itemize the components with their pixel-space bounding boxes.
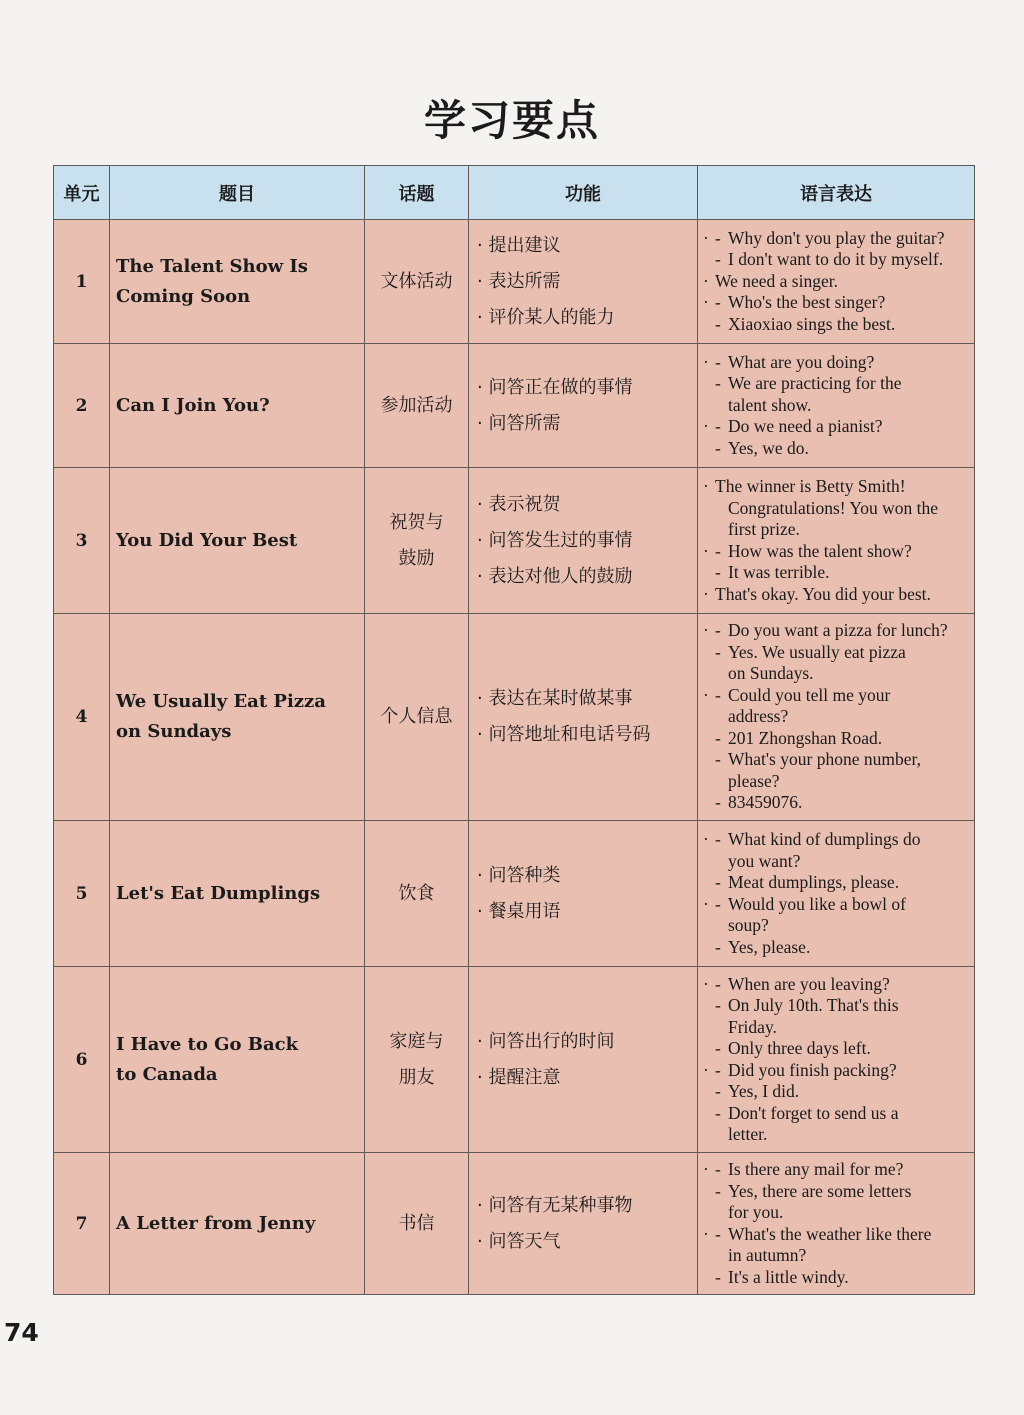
dash-marker: - [715, 1159, 721, 1179]
unit-title-line: Let's Eat Dumplings [116, 882, 321, 904]
unit-number: 1 [54, 220, 110, 344]
unit-title [110, 1153, 365, 1295]
language-line [701, 937, 971, 959]
unit-title-line: The Talent Show Is [116, 255, 308, 277]
language-text: address? [728, 706, 789, 727]
dash-marker: - [715, 749, 721, 770]
language-text: Is there any mail for me? [728, 1159, 904, 1179]
unit-title-line: I Have to Go Back [116, 1033, 299, 1055]
header-title: 题目 [110, 166, 365, 220]
language-line [701, 228, 971, 250]
language-text: It was terrible. [728, 562, 830, 582]
language-line [701, 620, 971, 642]
bullet-marker: · [703, 292, 709, 313]
language-line [701, 851, 971, 873]
language-text: Yes. We usually eat pizza [728, 641, 906, 662]
language-line [701, 995, 971, 1017]
language-text: first prize. [728, 519, 800, 539]
language-text: Who's the best singer? [728, 292, 886, 313]
dash-marker: - [715, 1180, 721, 1201]
dash-marker: - [715, 227, 721, 248]
dash-marker: - [715, 313, 721, 334]
function-item: · 表达对他人的鼓励 [477, 559, 697, 595]
bullet-marker: · [703, 973, 709, 994]
header-row [54, 166, 975, 220]
language-text: On July 10th. That's this [728, 995, 899, 1015]
language-line [701, 685, 971, 707]
function-item: · 提出建议 [477, 228, 697, 264]
topic-line: 朋友 [398, 1066, 435, 1088]
unit-title-line: Coming Soon [116, 285, 251, 307]
functions [469, 468, 698, 614]
language-line [701, 1124, 971, 1146]
functions [469, 1153, 698, 1295]
dash-marker: - [715, 829, 721, 849]
language-line [701, 541, 971, 563]
unit-number: 6 [54, 967, 110, 1153]
unit-title-line: Can I Join You? [116, 394, 270, 416]
unit-title-line: A Letter from Jenny [116, 1212, 316, 1234]
function-item: · 问答种类 [477, 858, 697, 894]
language-line [701, 642, 971, 664]
bullet-marker: · [703, 684, 709, 705]
language-line [701, 829, 971, 851]
language-text: Xiaoxiao sings the best. [728, 313, 896, 334]
bullet-marker: · [703, 227, 709, 248]
language-line [701, 1159, 971, 1181]
topic-line: 祝贺与 [389, 511, 444, 533]
language-text: It's a little windy. [728, 1266, 849, 1287]
language-line [701, 249, 971, 271]
functions [469, 614, 698, 821]
language-line [701, 771, 971, 793]
topic-line: 文体活动 [380, 270, 453, 292]
language-line [701, 476, 971, 498]
bullet-marker: · [703, 583, 709, 604]
language-text: Yes, there are some letters [728, 1180, 912, 1201]
unit-title [110, 614, 365, 821]
function-item: · 问答发生过的事情 [477, 523, 697, 559]
table-row [54, 967, 975, 1153]
functions [469, 344, 698, 468]
function-item: · 表示祝贺 [477, 487, 697, 523]
language-expressions [698, 1153, 975, 1295]
language-text: letter. [728, 1124, 768, 1144]
language-text: Do we need a pianist? [728, 416, 883, 437]
dash-marker: - [715, 641, 721, 662]
topic [365, 344, 469, 468]
language-expressions [698, 220, 975, 344]
language-line [701, 395, 971, 417]
dash-marker: - [715, 562, 721, 582]
dash-marker: - [715, 1102, 721, 1123]
bullet-marker: · [703, 540, 709, 561]
language-text: What kind of dumplings do [728, 829, 921, 849]
language-line [701, 1081, 971, 1103]
language-expressions [698, 821, 975, 967]
language-text: please? [728, 770, 780, 791]
dash-marker: - [715, 872, 721, 892]
dash-marker: - [715, 1081, 721, 1101]
dash-marker: - [715, 727, 721, 748]
unit-number: 3 [54, 468, 110, 614]
language-text: Don't forget to send us a [728, 1102, 899, 1123]
learning-points-table [53, 165, 975, 1295]
dash-marker: - [715, 620, 721, 641]
topic [365, 614, 469, 821]
bullet-marker: · [703, 351, 709, 372]
language-text: How was the talent show? [728, 540, 912, 561]
language-text: you want? [728, 850, 801, 871]
function-item: · 问答正在做的事情 [477, 370, 697, 406]
dash-marker: - [715, 1059, 721, 1080]
bullet-marker: · [703, 1059, 709, 1080]
language-line [701, 728, 971, 750]
language-expressions [698, 614, 975, 821]
dash-marker: - [715, 1223, 721, 1244]
language-line [701, 271, 971, 293]
language-text: When are you leaving? [728, 973, 890, 994]
function-item: · 评价某人的能力 [477, 300, 697, 336]
language-text: Yes, I did. [728, 1081, 800, 1101]
unit-title [110, 821, 365, 967]
unit-title-line: on Sundays [116, 721, 232, 742]
language-text: 201 Zhongshan Road. [728, 727, 883, 748]
language-line [701, 749, 971, 771]
dash-marker: - [715, 292, 721, 313]
language-text: Did you finish packing? [728, 1059, 897, 1080]
language-text: in autumn? [728, 1245, 807, 1265]
dash-marker: - [715, 249, 721, 270]
unit-title-line: You Did Your Best [116, 529, 298, 551]
table-row [54, 220, 975, 344]
dash-marker: - [715, 437, 721, 458]
language-text: Could you tell me your [728, 684, 891, 705]
language-text: We are practicing for the [728, 373, 902, 394]
language-text: What's the weather like there [728, 1223, 932, 1244]
bullet-marker: · [703, 476, 709, 496]
unit-title-line: We Usually Eat Pizza [116, 691, 326, 712]
dash-marker: - [715, 1266, 721, 1287]
language-line [701, 974, 971, 996]
language-text: talent show. [728, 394, 812, 415]
language-line [701, 1224, 971, 1246]
bullet-marker: · [703, 1159, 709, 1179]
function-item: · 问答地址和电话号码 [477, 717, 697, 753]
language-line [701, 373, 971, 395]
page-number: 74 [4, 1318, 39, 1347]
header-language: 语言表达 [698, 166, 975, 220]
language-line [701, 292, 971, 314]
function-item: · 表达所需 [477, 264, 697, 300]
language-line [701, 1245, 971, 1267]
topic-line: 个人信息 [380, 706, 453, 727]
language-line [701, 519, 971, 541]
language-text: Friday. [728, 1016, 777, 1037]
language-text: Meat dumplings, please. [728, 872, 900, 892]
table-row [54, 344, 975, 468]
language-line [701, 498, 971, 520]
header-unit: 单元 [54, 166, 110, 220]
language-line [701, 1267, 971, 1289]
language-line [701, 1060, 971, 1082]
language-text: Why don't you play the guitar? [728, 227, 945, 248]
language-line [701, 663, 971, 685]
language-line [701, 438, 971, 460]
topic-line: 饮食 [398, 882, 435, 904]
dash-marker: - [715, 684, 721, 705]
bullet-marker: · [703, 829, 709, 849]
unit-title [110, 967, 365, 1153]
unit-title-line: to Canada [116, 1063, 218, 1085]
bullet-marker: · [703, 620, 709, 641]
language-line [701, 1181, 971, 1203]
dash-marker: - [715, 540, 721, 561]
unit-title [110, 468, 365, 614]
language-text: Yes, we do. [728, 437, 809, 458]
language-text: What's your phone number, [728, 749, 921, 770]
topic [365, 1153, 469, 1295]
language-line [701, 314, 971, 336]
language-text: Only three days left. [728, 1038, 871, 1058]
function-item: · 问答有无某种事物 [477, 1188, 697, 1224]
topic [365, 220, 469, 344]
unit-number: 4 [54, 614, 110, 821]
page-title: 学习要点 [423, 96, 600, 145]
dash-marker: - [715, 416, 721, 437]
topic [365, 468, 469, 614]
language-text: soup? [728, 915, 769, 935]
language-text: We need a singer. [715, 270, 838, 291]
dash-marker: - [715, 936, 721, 957]
header-function: 功能 [469, 166, 698, 220]
language-line [701, 352, 971, 374]
language-expressions [698, 468, 975, 614]
unit-number: 7 [54, 1153, 110, 1295]
language-text: The winner is Betty Smith! [715, 476, 906, 496]
table-row [54, 614, 975, 821]
function-item: · 问答天气 [477, 1224, 697, 1260]
functions [469, 821, 698, 967]
language-text: I don't want to do it by myself. [728, 249, 944, 270]
dash-marker: - [715, 1038, 721, 1058]
language-text: What are you doing? [728, 351, 875, 372]
unit-number: 5 [54, 821, 110, 967]
language-line [701, 706, 971, 728]
language-line [701, 416, 971, 438]
bullet-marker: · [703, 1223, 709, 1244]
language-line [701, 894, 971, 916]
bullet-marker: · [703, 416, 709, 437]
dash-marker: - [715, 373, 721, 394]
bullet-marker: · [703, 270, 709, 291]
language-line [701, 1038, 971, 1060]
function-item: · 表达在某时做某事 [477, 681, 697, 717]
function-item: · 提醒注意 [477, 1060, 697, 1096]
function-item: · 问答所需 [477, 406, 697, 442]
language-line [701, 1103, 971, 1125]
language-line [701, 584, 971, 606]
topic-line: 家庭与 [389, 1030, 444, 1052]
language-text: on Sundays. [728, 663, 814, 684]
dash-marker: - [715, 351, 721, 372]
language-text: 83459076. [728, 792, 803, 813]
topic [365, 967, 469, 1153]
dash-marker: - [715, 995, 721, 1015]
unit-number: 2 [54, 344, 110, 468]
topic-line: 参加活动 [380, 394, 453, 416]
dash-marker: - [715, 792, 721, 813]
topic-line: 书信 [398, 1212, 435, 1234]
header-topic: 话题 [365, 166, 469, 220]
table-row [54, 1153, 975, 1295]
dash-marker: - [715, 893, 721, 914]
function-item: · 餐桌用语 [477, 894, 697, 930]
unit-title [110, 344, 365, 468]
language-line [701, 792, 971, 814]
unit-title [110, 220, 365, 344]
language-text: Would you like a bowl of [728, 893, 906, 914]
language-text: Yes, please. [728, 936, 811, 957]
language-expressions [698, 967, 975, 1153]
language-line [701, 1202, 971, 1224]
dash-marker: - [715, 973, 721, 994]
language-expressions [698, 344, 975, 468]
table-row [54, 468, 975, 614]
language-text: Do you want a pizza for lunch? [728, 620, 948, 641]
language-text: That's okay. You did your best. [715, 583, 931, 604]
language-line [701, 1017, 971, 1039]
topic [365, 821, 469, 967]
functions [469, 967, 698, 1153]
language-text: Congratulations! You won the [728, 497, 938, 518]
function-item: · 问答出行的时间 [477, 1024, 697, 1060]
language-text: for you. [728, 1202, 784, 1222]
functions [469, 220, 698, 344]
bullet-marker: · [703, 893, 709, 914]
language-line [701, 562, 971, 584]
table-row [54, 821, 975, 967]
topic-line: 鼓励 [398, 547, 435, 569]
language-line [701, 915, 971, 937]
language-line [701, 872, 971, 894]
